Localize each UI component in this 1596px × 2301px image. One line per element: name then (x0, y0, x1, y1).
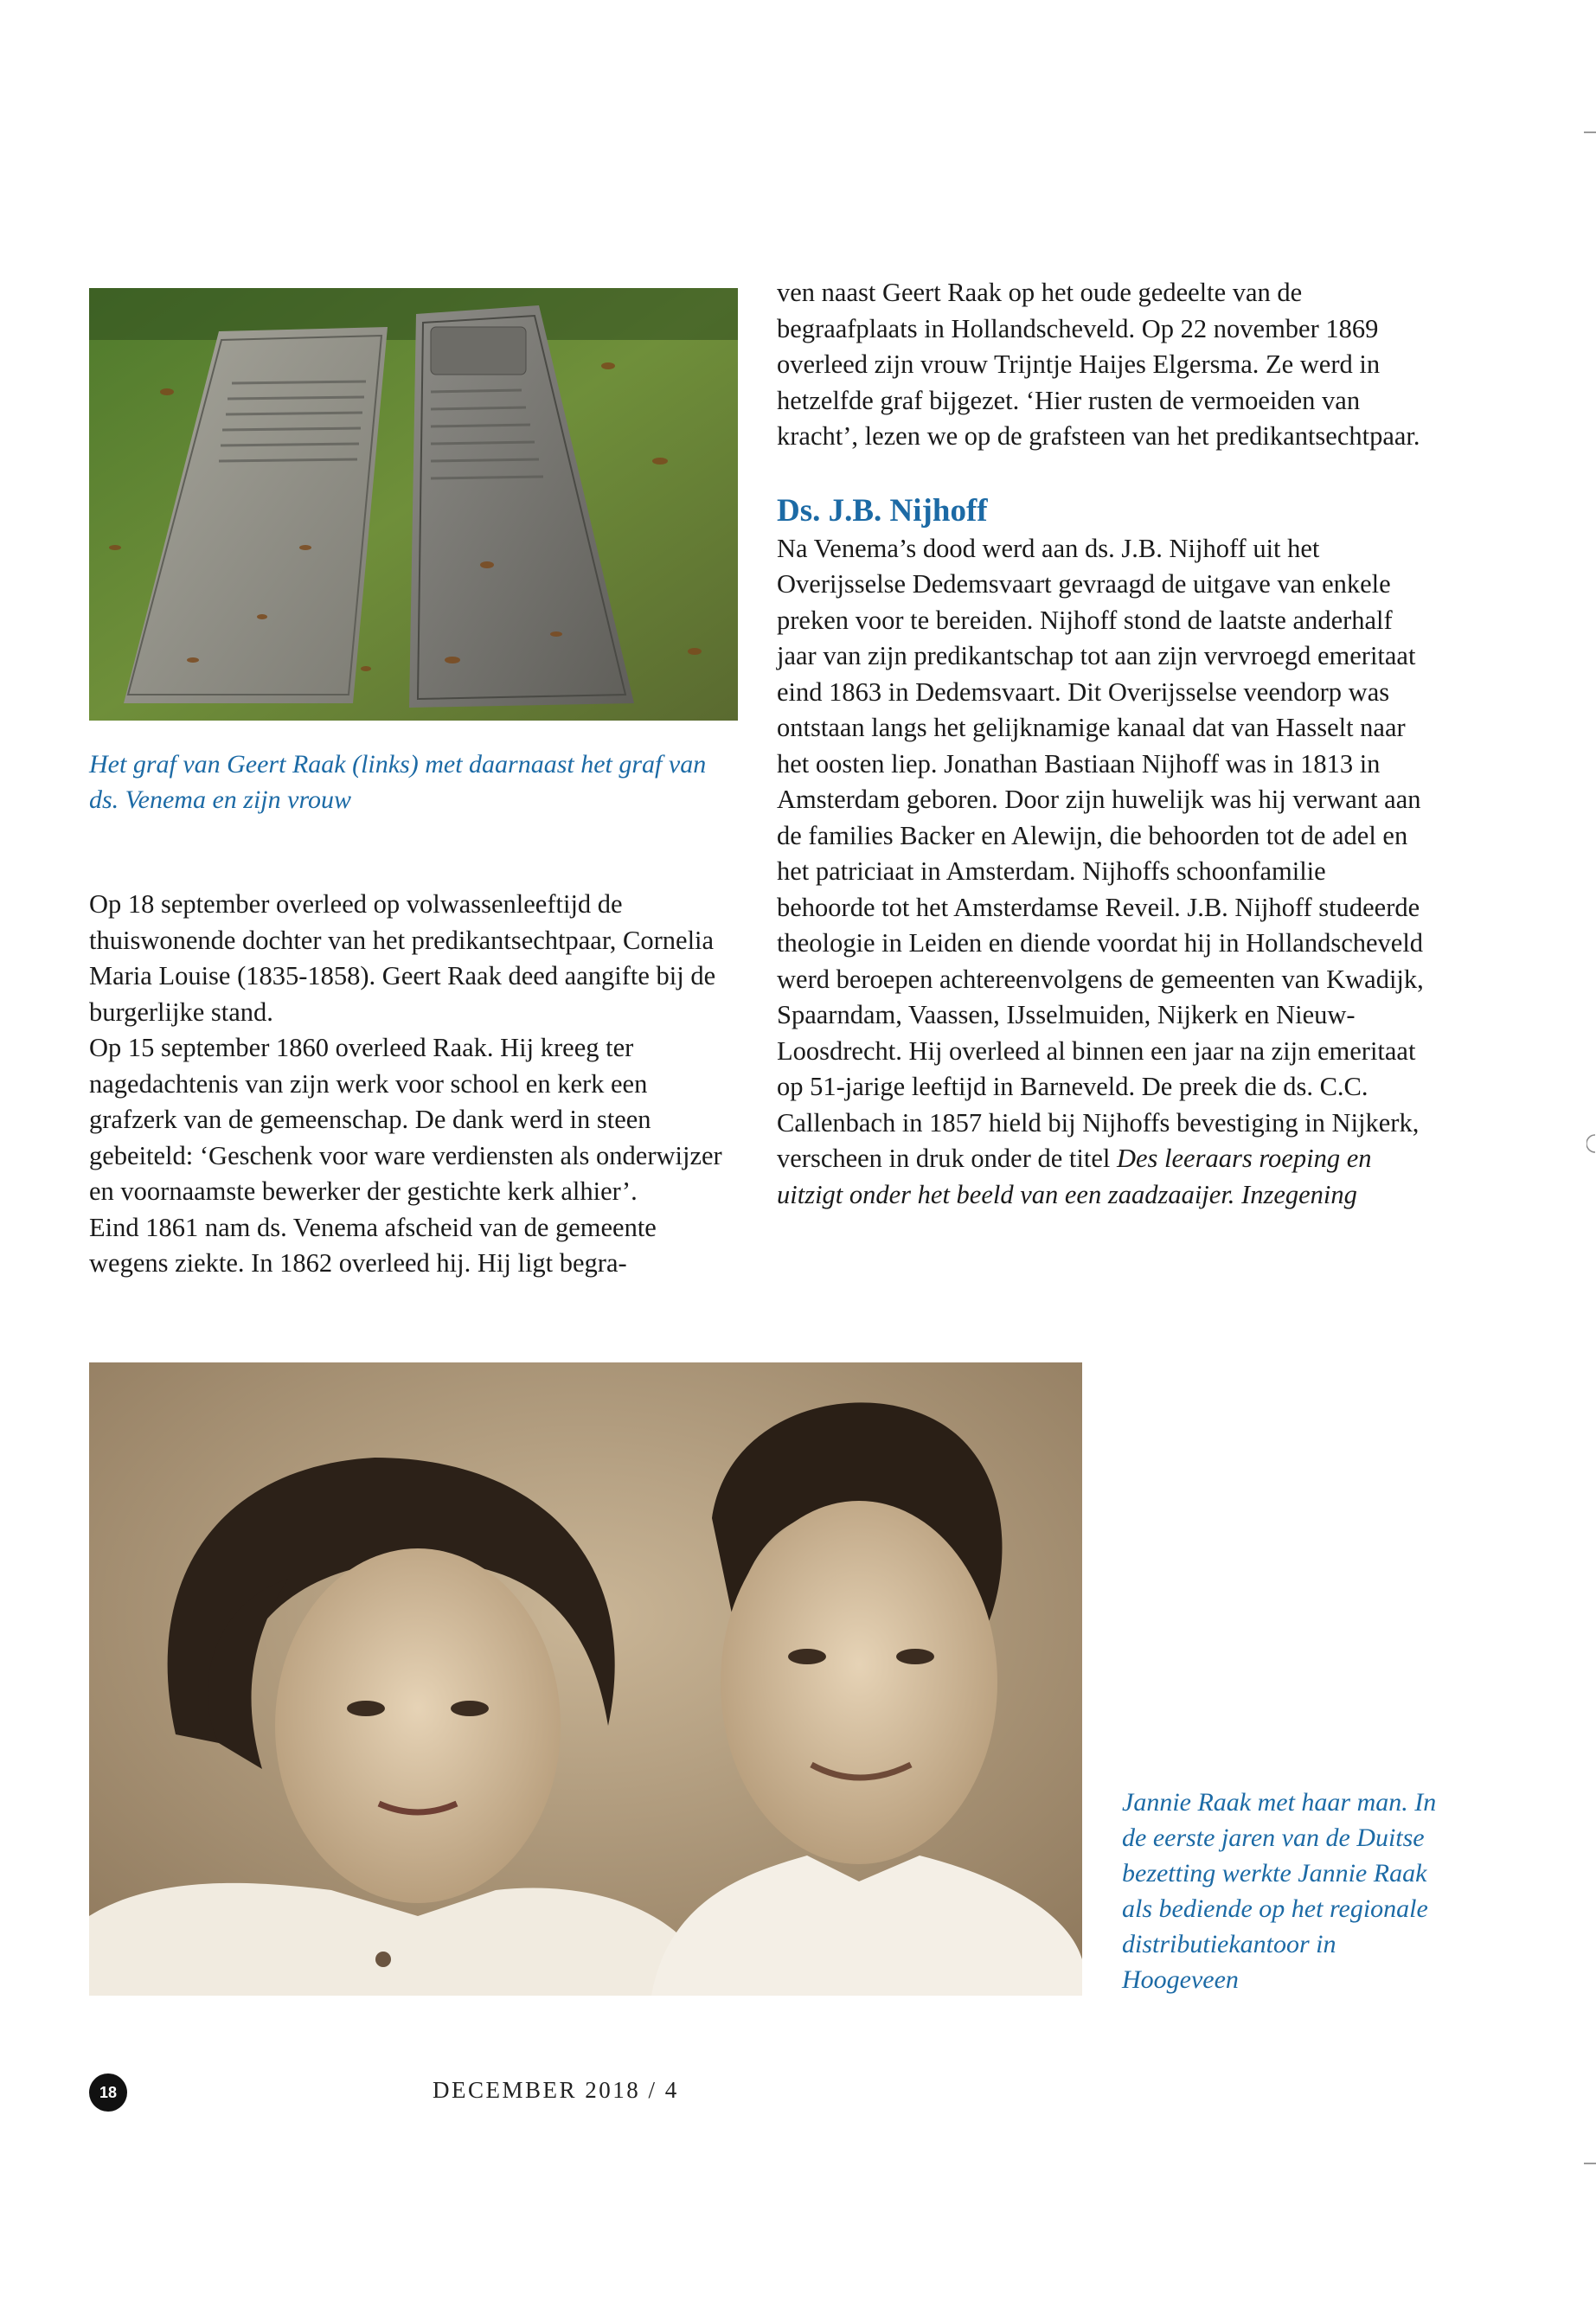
gravestones-caption: Het graf van Geert Raak (links) met daarnaast het graf van ds. Venema en zijn vrouw (89, 750, 707, 814)
right-column (777, 275, 1430, 1213)
section-heading: Ds. J.B. Nijhoff (777, 492, 988, 529)
page-number-badge: 18 (89, 2073, 127, 2112)
gravestones-photo (89, 288, 738, 721)
paragraph-text: Na Venema’s dood werd aan ds. J.B. Nijhoff uit het Overijsselse Dedemsvaart gevraagd de uitgave van enkele preken voor te bereiden. Nijhoff stond de laatste anderhalf jaar van zijn predikantschap tot aan zijn vervroegd emeritaat eind 1863 in Dedemsvaart. Dit Overijsselse veendorp was ontstaan langs het gelijknamige kanaal dat van Hasselt naar het oosten liep. Jonathan Bastiaan Nijhoff was in 1813 in Amsterdam geboren. Door zijn huwelijk was hij verwant aan de families Backer en Alewijn, die behoorden tot de adel en het patriciaat in Amsterdam. Nijhoffs schoonfamilie behoorde tot het Amsterdamse Reveil. J.B. Nijhoff studeerde theologie in Leiden en diende voordat hij in Hollandscheveld werd beroepen achtereenvolgens de gemeenten van Kwadijk, Spaarndam, Vaassen, IJsselmuiden, Nijkerk en Nieuw-Loosdrecht. Hij overleed al binnen een jaar na zijn emeritaat op 51-jarige leeftijd in Barneveld. De preek die ds. C.C. Callenbach in 1857 hield bij Nijhoffs bevestiging in Nijkerk, verscheen in druk onder de titel (777, 533, 1424, 1173)
paragraph: Eind 1861 nam ds. Venema afscheid van de gemeente wegens ziekte. In 1862 overleed hij. Hij ligt begra- (89, 1212, 657, 1278)
paragraph: Op 15 september 1860 overleed Raak. Hij kreeg ter nagedachtenis van zijn werk voor school en kerk een grafzerk van de gemeenschap. De dank werd in steen gebeiteld: ‘Geschenk voor ware verdiensten als onderwijzer en voornaamste bewerker der gestichte kerk alhier’. (89, 1033, 722, 1206)
crop-mark-bottom (1584, 2163, 1596, 2164)
issue-label: DECEMBER 2018 / 4 (433, 2077, 679, 2103)
couple-portrait-caption: Jannie Raak met haar man. In de eerste jaren van de Duitse bezetting werkte Jannie Raak als bediende op het regionale distributiekantoor in Hoogeveen (1122, 1788, 1437, 1994)
paragraph: ven naast Geert Raak op het oude gedeelte van de begraafplaats in Hollandscheveld. Op 22 november 1869 overleed zijn vrouw Trijntje Haijes Elgersma. Ze werd in hetzelfde graf bijgezet. ‘Hier rusten de vermoeiden van kracht’, lezen we op de grafsteen van het predikantsechtpaar. (777, 278, 1420, 451)
paragraph (777, 531, 1430, 1214)
crop-mark-top (1584, 131, 1596, 133)
left-column (89, 887, 734, 1282)
couple-portrait-photo (89, 1362, 1082, 1996)
book-title: Des leeraars roeping en uitzigt onder het beeld van een zaadzaaijer. Inzegening (777, 1144, 1372, 1209)
paragraph: Op 18 september overleed op volwassenleeftijd de thuiswonende dochter van het predikantsechtpaar, Cornelia Maria Louise (1835-1858). Geert Raak deed aangifte bij de burgerlijke stand. (89, 889, 716, 1027)
registration-mark (1586, 1133, 1596, 1154)
